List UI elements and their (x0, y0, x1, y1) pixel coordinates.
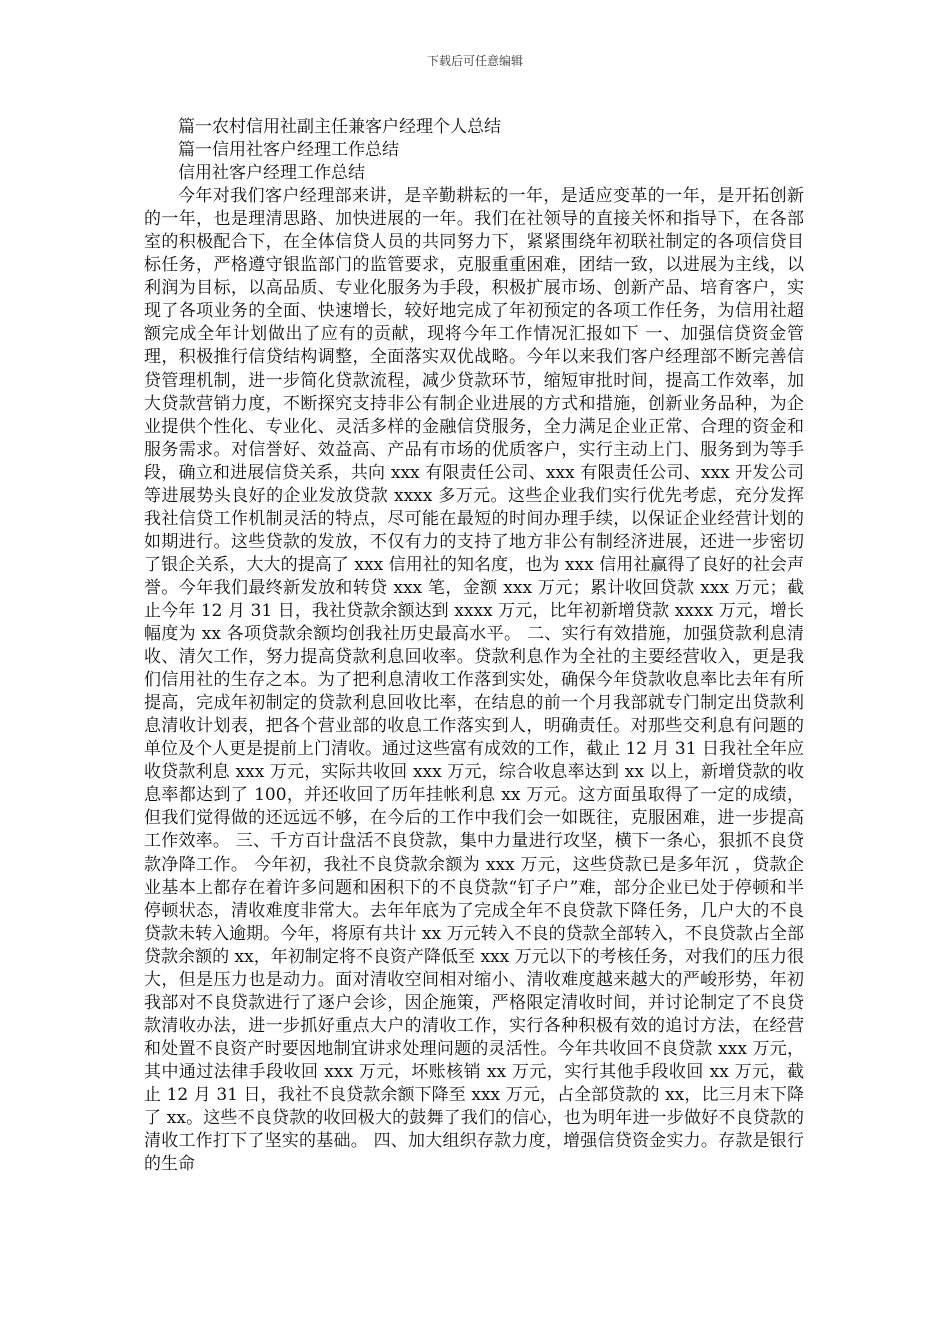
page-header: 下载后可任意编辑 (426, 54, 523, 68)
body-paragraph: 今年对我们客户经理部来讲，是辛勤耕耘的一年，是适应变革的一年，是开拓创新的一年，也是理清思路、加快进展的一年。我们在社领导的直接关怀和指导下，在各部室的积极配合下，在全体信贷人员的共同努力下，紧紧围绕年初联社制定的各项信贷目标任务，严格遵守银监部门的监管要求，克服重重困难，团结一致，以进展为主线，以利润为目标，以高品质、专业化服务为手段，积极扩展市场、创新产品、培育客户，实现了各项业务的全面、快速增长，较好地完成了年初预定的各项工作任务，为信用社超额完成全年计划做出了应有的贡献，现将今年工作情况汇报如下 一、加强信贷资金管理，积极推行信贷结构调整，全面落实双优战略。今年以来我们客户经理部不断完善信贷管理机制，进一步简化贷款流程，减少贷款环节，缩短审批时间，提高工作效率，加大贷款营销力度，不断探究支持非公有制企业进展的方式和措施，创新业务品种，为企业提供个性化、专业化、灵活多样的金融信贷服务，全力满足企业正常、合理的资金和服务需求。对信誉好、效益高、产品有市场的优质客户，实行主动上门、服务到为等手段，确立和进展信贷关系，共向 xxx 有限责任公司、xxx 有限责任公司、xxx 开发公司等进展势头良好的企业发放贷款 xxxx 多万元。这些企业我们实行优先考虑，充分发挥我社信贷工作机制灵活的特点，尽可能在最短的时间办理手续，以保证企业经营计划的如期进行。这些贷款的发放，不仅有力的支持了地方非公有制经济进展，还进一步密切了银企关系，大大的提高了 xxx 信用社的知名度，也为 xxx 信用社赢得了良好的社会声誉。今年我们最终新发放和转贷 xxx 笔，金额 xxx 万元；累计收回贷款 xxx 万元；截止今年 12 月 31 日，我社贷款余额达到 xxxx 万元，比年初新增贷款 xxxx 万元，增长幅度为 xx 各项贷款余额均创我社历史最高水平。 二、实行有效措施，加强贷款利息清收、清欠工作，努力提高贷款利息回收率。贷款利息作为全社的主要经营收入，更是我们信用社的生存之本。为了把利息清收工作落到实处，确保今年贷款收息率比去年有所提高，完成年初制定的贷款利息回收比率，在结息的前一个月我部就专门制定出贷款利息清收计划表，把各个营业部的收息工作落实到人，明确责任。对那些交利息有问题的单位及个人更是提前上门清收。通过这些富有成效的工作，截止 12 月 31 日我社全年应收贷款利息 xxx 万元，实际共收回 xxx 万元，综合收息率达到 xx 以上，新增贷款的收息率都达到了 100，并还收回了历年挂帐利息 xx 万元。这方面虽取得了一定的成绩，但我们觉得做的还远远不够，在今后的工作中我们会一如既往，克服困难，进一步提高工作效率。 三、千方百计盘活不良贷款，集中力量进行攻坚，横下一条心，狠抓不良贷款净降工作。 今年初，我社不良贷款余额为 xxx 万元，这些贷款已是多年沉 ，贷款企业基本上都存在着许多问题和困积下的不良贷款“钉子户”难，部分企业已处于停顿和半停顿状态，清收难度非常大。去年年底为了完成全年不良贷款下降任务，几户大的不良贷款未转入逾期。今年，将原有共计 xx 万元转入不良的贷款全部转入，不良贷款占全部贷款余额的 xx，年初制定将不良资产降低至 xxx 万元以下的考核任务，对我们的压力很大，但是压力也是动力。面对清收空间相对缩小、清收难度越来越大的严峻形势，年初我部对不良贷款进行了逐户会诊，因企施策，严格限定清收时间，并讨论制定了不良贷款清收办法，进一步抓好重点大户的清收工作，实行各种积极有效的追讨方法，在经营和处置不良资产时要因地制宜讲求处理问题的灵活性。今年共收回不良贷款 xxx 万元，其中通过法律手段收回 xxx 万元，坏账核销 xx 万元，实行其他手段收回 xx 万元，截止 12 月 31 日，我社不良贷款余额下降至 xxx 万元，占全部贷款的 xx，比三月末下降了 xx。这些不良贷款的收回极大的鼓舞了我们的信心，也为明年进一步做好不良贷款的清收工作打下了坚实的基础。 四、加大组织存款力度，增强信贷资金实力。存款是银行的生命 (144, 186, 804, 1175)
heading-1: 篇一农村信用社副主任兼客户经理个人总结 (178, 117, 501, 137)
heading-2: 篇一信用社客户经理工作总结 (178, 140, 399, 161)
document-body (144, 116, 804, 1176)
heading-3: 信用社客户经理工作总结 (178, 163, 365, 184)
